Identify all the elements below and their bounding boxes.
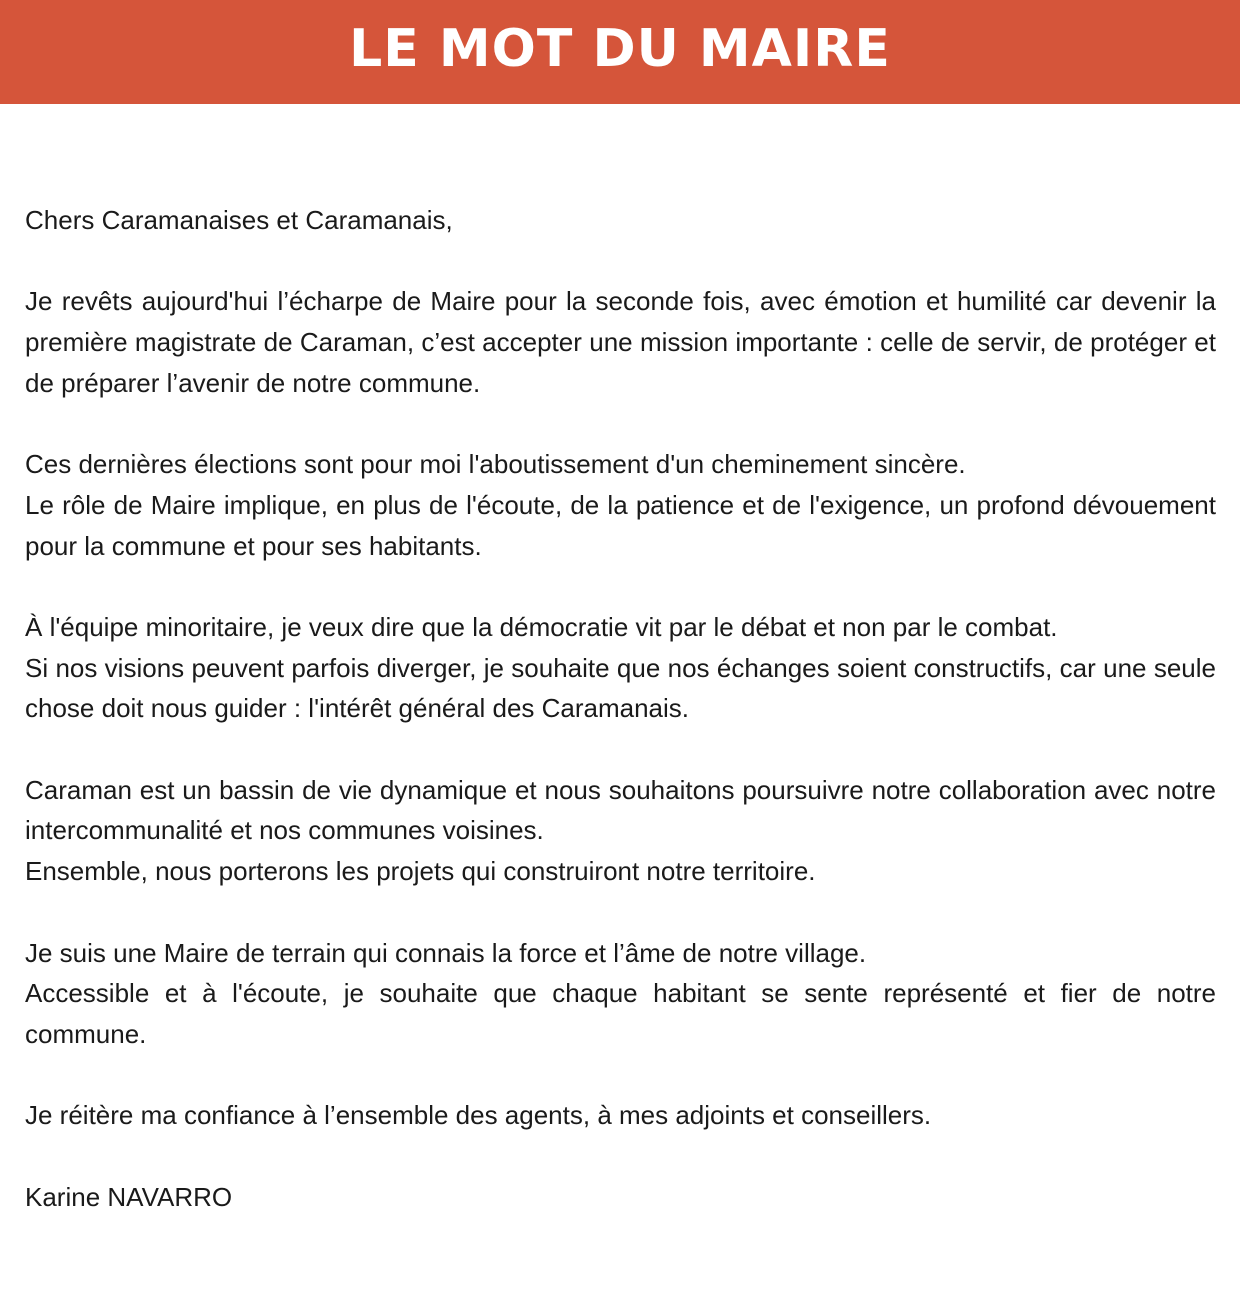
header-banner (0, 0, 1240, 104)
letter-line: Le rôle de Maire implique, en plus de l'écoute, de la patience et de l'exigence, un profond dévouement pour la commune et pour ses habitants. (25, 489, 1216, 561)
letter-line: Ensemble, nous porterons les projets qui construiront notre territoire. (25, 856, 816, 887)
letter-greeting: Chers Caramanaises et Caramanais, (25, 205, 453, 235)
letter-line: Ces dernières élections sont pour moi l'aboutissement d'un cheminement sincère. (25, 449, 966, 480)
letter-line: Je réitère ma confiance à l’ensemble des agents, à mes adjoints et conseillers. (25, 1100, 932, 1131)
page-title: LE MOT DU MAIRE (349, 19, 891, 79)
letter-paragraph-4 (25, 770, 1216, 892)
letter-paragraph-5 (25, 933, 1216, 1055)
letter-line: Je suis une Maire de terrain qui connais la force et l’âme de notre village. (25, 937, 867, 968)
letter-line: Je revêts aujourd'hui l’écharpe de Maire pour la seconde fois, avec émotion et humilité car devenir la première magistrate de Caraman, c’est accepter une mission importante : celle de servir, de protéger et de préparer l’avenir de notre commune. (25, 286, 1216, 398)
letter-paragraph-6 (25, 1095, 1216, 1136)
letter-paragraph-2 (25, 444, 1216, 566)
letter-paragraph-1 (25, 281, 1216, 403)
mayor-letter (25, 200, 1216, 1217)
letter-line: À l'équipe minoritaire, je veux dire que la démocratie vit par le débat et non par le combat. (25, 611, 1058, 642)
letter-signature: Karine NAVARRO (25, 1181, 233, 1212)
letter-line: Caraman est un bassin de vie dynamique et nous souhaitons poursuivre notre collaboration avec notre intercommunalité et nos communes voisines. (25, 774, 1216, 846)
letter-paragraph-3 (25, 607, 1216, 729)
letter-line: Si nos visions peuvent parfois diverger, je souhaite que nos échanges soient constructifs, car une seule chose doit nous guider : l'intérêt général des Caramanais. (25, 652, 1216, 724)
letter-line: Accessible et à l'écoute, je souhaite que chaque habitant se sente représenté et fier de notre commune. (25, 978, 1216, 1049)
